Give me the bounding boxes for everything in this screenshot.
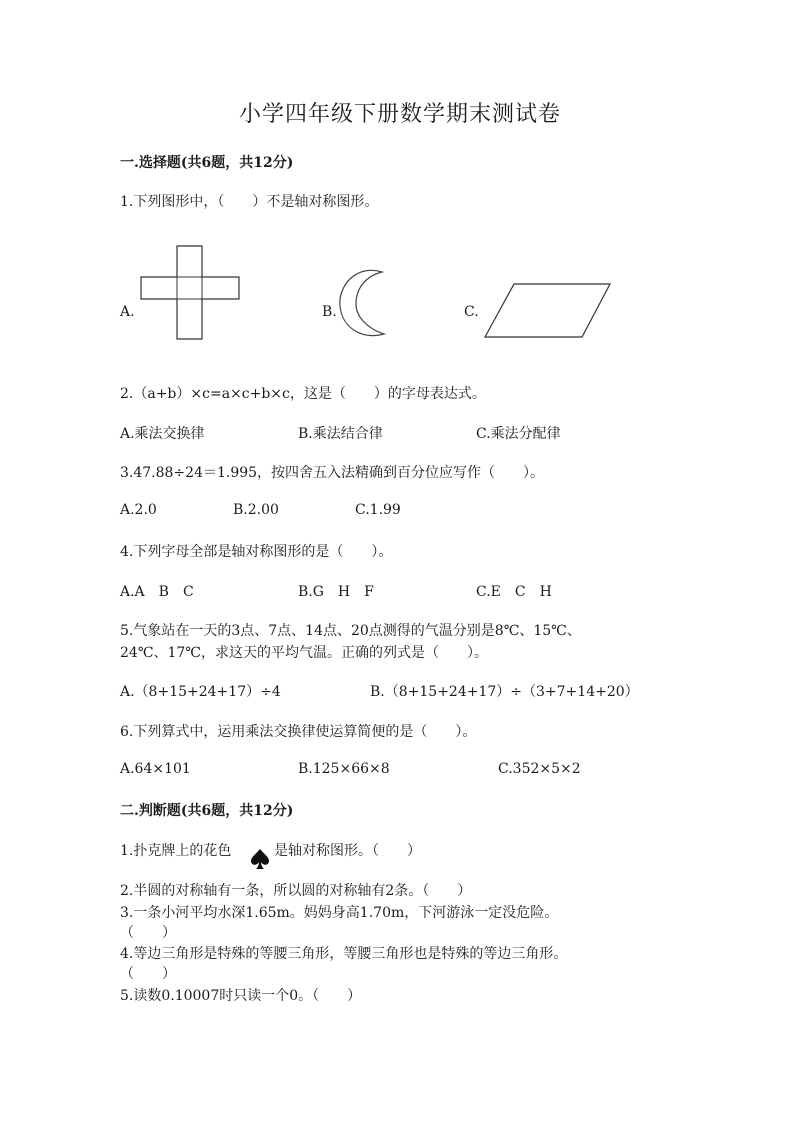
question-3: 3.47.88÷24＝1.995，按四舍五入法精确到百分位应写作（ ）。 [120, 465, 545, 481]
judgement-5: 5.读数0.10007时只读一个0。（ ） [120, 988, 362, 1004]
cross-shape-icon [140, 245, 240, 340]
judgement-3-line1: 3.一条小河平均水深1.65m。妈妈身高1.70m，下河游泳一定没危险。 [120, 905, 559, 921]
q2-option-b: B.乘法结合律 [298, 426, 383, 442]
question-5-line1: 5.气象站在一天的3点、7点、14点、20点测得的气温分别是8℃、15℃、 [120, 623, 581, 639]
question-2: 2.（a+b）×c=a×c+b×c，这是（ ）的字母表达式。 [120, 386, 486, 402]
q2-option-a: A.乘法交换律 [120, 426, 205, 442]
q4-option-c: C.E C H [476, 584, 552, 600]
q1-option-b-label: B. [322, 304, 337, 320]
q6-option-c: C.352×5×2 [498, 761, 581, 777]
q1-option-a-label: A. [120, 304, 135, 320]
section-heading-judgement: 二.判断题(共6题，共12分) [120, 803, 294, 819]
section-heading-choice: 一.选择题(共6题，共12分) [120, 155, 294, 171]
q4-option-b: B.G H F [298, 584, 374, 600]
page-title: 小学四年级下册数学期末测试卷 [238, 102, 561, 127]
q3-option-c: C.1.99 [355, 502, 401, 518]
crescent-moon-icon [338, 268, 388, 340]
judgement-3-line2: （ ） [120, 925, 176, 941]
q6-option-b: B.125×66×8 [298, 761, 390, 777]
q5-option-a: A.（8+15+24+17）÷4 [120, 684, 281, 700]
q3-option-b: B.2.00 [233, 502, 279, 518]
q4-option-a: A.A B C [120, 584, 194, 600]
q5-option-b: B.（8+15+24+17）÷（3+7+14+20） [370, 684, 639, 700]
q2-option-c: C.乘法分配律 [476, 426, 561, 442]
judgement-1-before: 1.扑克牌上的花色 [120, 843, 232, 859]
parallelogram-icon [484, 283, 612, 338]
question-5-line2: 24℃、17℃，求这天的平均气温。正确的列式是（ ）。 [120, 645, 488, 661]
judgement-2: 2.半圆的对称轴有一条，所以圆的对称轴有2条。（ ） [120, 883, 472, 899]
question-6: 6.下列算式中，运用乘法交换律使运算简便的是（ ）。 [120, 724, 477, 740]
judgement-4-line1: 4.等边三角形是特殊的等腰三角形，等腰三角形也是特殊的等边三角形。 [120, 946, 568, 962]
q1-option-c-label: C. [464, 304, 479, 320]
spade-icon [250, 848, 270, 870]
judgement-4-line2: （ ） [120, 966, 176, 982]
judgement-1-after: 是轴对称图形。（ ） [274, 843, 421, 859]
question-4: 4.下列字母全部是轴对称图形的是（ ）。 [120, 544, 393, 560]
q6-option-a: A.64×101 [120, 761, 191, 777]
q3-option-a: A.2.0 [120, 502, 157, 518]
question-1: 1.下列图形中，（ ）不是轴对称图形。 [120, 194, 379, 210]
